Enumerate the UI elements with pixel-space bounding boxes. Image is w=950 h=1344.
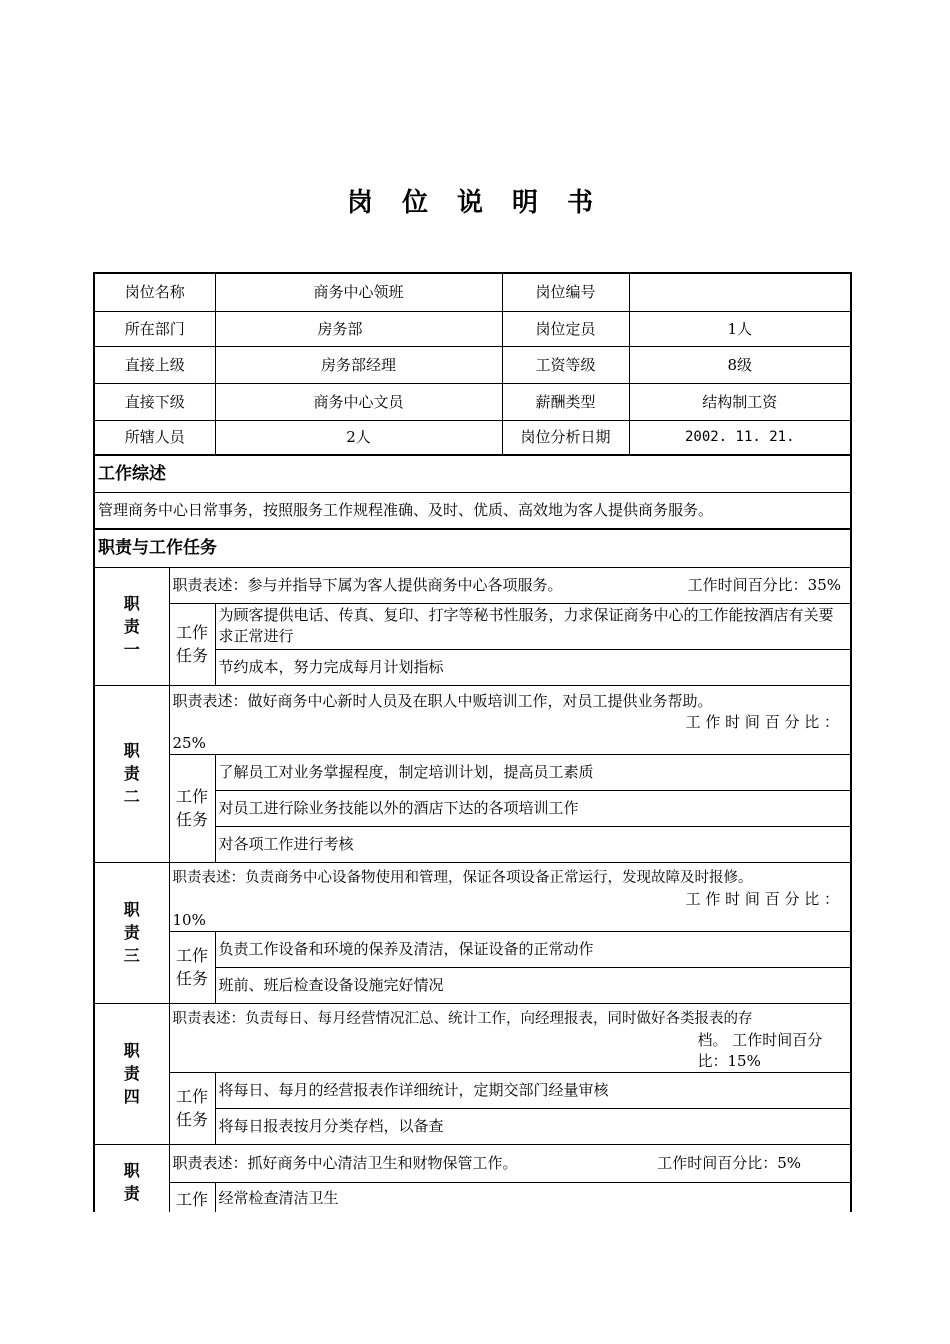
duty-statement-row xyxy=(95,1003,850,1072)
duty-label xyxy=(95,1003,169,1144)
duty-statement-row xyxy=(95,685,850,754)
info-label: 岗位分析日期 xyxy=(502,420,629,455)
duties-heading-row xyxy=(95,529,850,567)
duty-statement-text: 职责表述：参与并指导下属为客人提供商务中心各项服务。 xyxy=(172,576,563,594)
time-percentage-value: 25% xyxy=(172,733,206,752)
duty-label xyxy=(95,567,169,685)
duty-statement xyxy=(169,1144,850,1182)
info-value: 结构制工资 xyxy=(629,383,850,420)
info-row xyxy=(95,274,850,311)
info-label: 直接下级 xyxy=(95,383,215,420)
info-value: 8级 xyxy=(629,346,850,383)
info-value: 2人 xyxy=(215,420,502,455)
duty-label xyxy=(95,685,169,862)
duty-label-char: 职 xyxy=(123,593,140,613)
duty-label-char: 责 xyxy=(123,616,140,636)
time-percentage-label: 工 作 时 间 百 分 比 ： xyxy=(685,712,840,731)
duty-statement xyxy=(169,1003,850,1072)
duty-label-char: 职 xyxy=(123,741,140,760)
info-label: 直接上级 xyxy=(95,346,215,383)
summary-heading-row xyxy=(95,455,850,492)
time-percentage-value: 比：15% xyxy=(697,1051,761,1070)
info-value: 2002. 11. 21. xyxy=(629,420,850,455)
info-label: 岗位编号 xyxy=(502,274,629,311)
info-value xyxy=(629,274,850,311)
task-row xyxy=(95,754,850,790)
duty-label-char: 职 xyxy=(123,1041,140,1060)
info-value: 房务部经理 xyxy=(215,346,502,383)
duty-statement xyxy=(169,567,850,603)
info-value: 商务中心文员 xyxy=(215,383,502,420)
duty-label-char: 责 xyxy=(123,764,140,783)
info-value: 房务部 xyxy=(215,311,502,346)
task-item: 对各项工作进行考核 xyxy=(215,826,850,862)
time-percentage-value: 10% xyxy=(172,910,206,929)
task-row xyxy=(95,931,850,967)
summary-text: 管理商务中心日常事务，按照服务工作规程准确、及时、优质、高效地为客人提供商务服务。 xyxy=(95,492,850,529)
info-value: 1人 xyxy=(629,311,850,346)
duty-label-char: 一 xyxy=(123,639,140,659)
info-label: 所辖人员 xyxy=(95,420,215,455)
time-percentage-label: 工 作 时 间 百 分 比 ： xyxy=(685,889,840,908)
task-label: 工作 任务 xyxy=(169,1072,215,1144)
info-row xyxy=(95,346,850,383)
duty-label-char: 责 xyxy=(123,923,140,942)
job-description-form xyxy=(93,272,852,1212)
task-label: 工作 任务 xyxy=(169,603,215,685)
duty-label xyxy=(95,1144,169,1212)
duty-statement-text: 职责表述：负责每日、每月经营情况汇总、统计工作，向经理报表，同时做好各类报表的存 xyxy=(172,1010,753,1027)
document-title: 岗 位 说 明 书 xyxy=(346,188,604,218)
duty-statement-text: 职责表述：做好商务中心新时人员及在职人中贩培训工作，对员工提供业务帮助。 xyxy=(172,691,713,710)
duty-statement-row xyxy=(95,862,850,931)
task-row xyxy=(95,1182,850,1212)
task-label: 工作 任务 xyxy=(169,754,215,862)
duties-heading: 职责与工作任务 xyxy=(95,529,850,567)
duty-statement-text: 职责表述：抓好商务中心清洁卫生和财物保管工作。 xyxy=(172,1154,518,1172)
task-item: 为顾客提供电话、传真、复印、打字等秘书性服务，力求保证商务中心的工作能按酒店有关要求正常进行 xyxy=(215,603,850,649)
task-item: 负责工作设备和环境的保养及清洁，保证设备的正常动作 xyxy=(215,931,850,967)
duty-label-char: 职 xyxy=(123,1160,140,1180)
duty-statement-text-line2: 档。 工作时间百分 xyxy=(697,1030,823,1049)
duty-label-char: 三 xyxy=(123,946,140,965)
task-label: 工作 xyxy=(169,1182,215,1212)
duty-statement xyxy=(169,862,850,931)
task-item: 班前、班后检查设备设施完好情况 xyxy=(215,967,850,1003)
duty-statement-text: 职责表述：负责商务中心设备物使用和管理，保证各项设备正常运行，发现故障及时报修。 xyxy=(172,869,753,886)
time-percentage: 工作时间百分比：5% xyxy=(657,1154,802,1172)
task-row xyxy=(95,603,850,649)
duty-statement xyxy=(169,685,850,754)
task-item: 对员工进行除业务技能以外的酒店下达的各项培训工作 xyxy=(215,790,850,826)
info-row xyxy=(95,383,850,420)
summary-row xyxy=(95,492,850,529)
duty-label xyxy=(95,862,169,1003)
task-item: 节约成本，努力完成每月计划指标 xyxy=(215,649,850,685)
task-row xyxy=(95,1072,850,1108)
duty-label-char: 四 xyxy=(123,1087,140,1106)
info-label: 岗位定员 xyxy=(502,311,629,346)
task-label: 工作 任务 xyxy=(169,931,215,1003)
info-label: 薪酬类型 xyxy=(502,383,629,420)
duty-statement-row xyxy=(95,567,850,603)
summary-heading: 工作综述 xyxy=(95,455,850,492)
info-value: 商务中心领班 xyxy=(215,274,502,311)
info-label: 岗位名称 xyxy=(95,274,215,311)
job-table xyxy=(95,274,850,1212)
info-row xyxy=(95,420,850,455)
task-item: 了解员工对业务掌握程度，制定培训计划，提高员工素质 xyxy=(215,754,850,790)
duty-statement-row xyxy=(95,1144,850,1182)
duty-label-char: 责 xyxy=(123,1183,140,1203)
duty-label-char: 职 xyxy=(123,900,140,919)
duty-label-char: 责 xyxy=(123,1064,140,1083)
info-label: 工资等级 xyxy=(502,346,629,383)
task-item: 将每日报表按月分类存档，以备查 xyxy=(215,1108,850,1144)
task-item: 经常检查清洁卫生 xyxy=(215,1182,850,1212)
time-percentage: 工作时间百分比：35% xyxy=(687,576,842,594)
info-label: 所在部门 xyxy=(95,311,215,346)
duty-label-char: 二 xyxy=(123,787,140,806)
task-item: 将每日、每月的经营报表作详细统计，定期交部门经量审核 xyxy=(215,1072,850,1108)
info-row xyxy=(95,311,850,346)
